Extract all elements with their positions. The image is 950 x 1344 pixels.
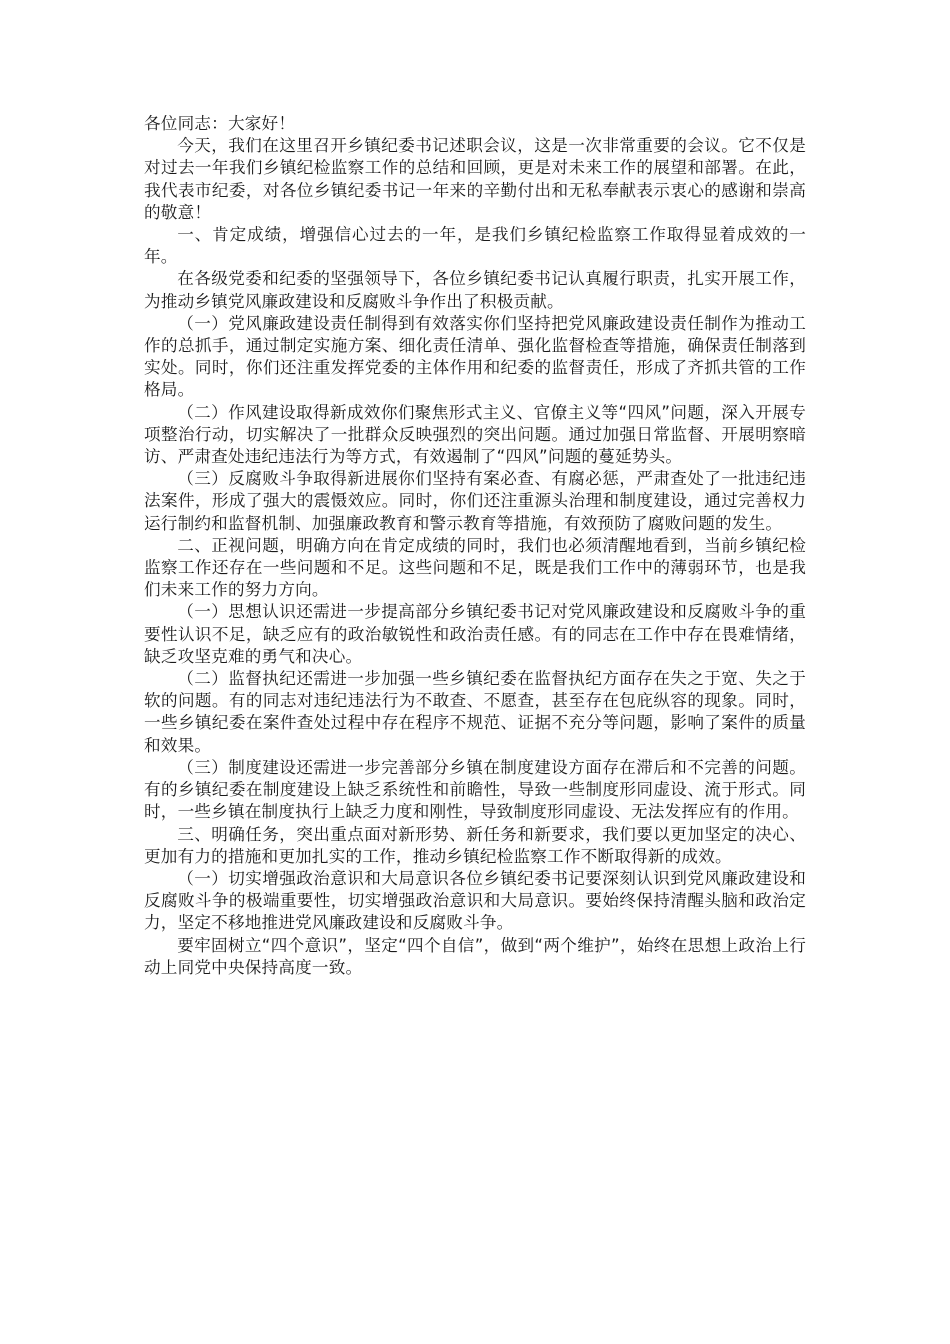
paragraph: 在各级党委和纪委的坚强领导下，各位乡镇纪委书记认真履行职责，扎实开展工作，为推动乡镇党风廉政建设和反腐败斗争作出了积极贡献。 (144, 269, 806, 311)
document-body (144, 113, 806, 979)
greeting: 各位同志：大家好！ (144, 114, 296, 133)
subsection-2-1: （一）思想认识还需进一步提高部分乡镇纪委书记对党风廉政建设和反腐败斗争的重要性认识不足，缺乏应有的政治敏锐性和政治责任感。有的同志在工作中存在畏难情绪，缺乏攻坚克难的勇气和决心。 (144, 602, 806, 666)
subsection-2-3: （三）制度建设还需进一步完善部分乡镇在制度建设方面存在滞后和不完善的问题。有的乡镇纪委在制度建设上缺乏系统性和前瞻性，导致一些制度形同虚设、流于形式。同时，一些乡镇在制度执行上缺乏力度和刚性，导致制度形同虚设、无法发挥应有的作用。 (144, 757, 806, 822)
section-heading-3: 三、明确任务，突出重点面对新形势、新任务和新要求，我们要以更加坚定的决心、更加有力的措施和更加扎实的工作，推动乡镇纪检监察工作不断取得新的成效。 (144, 824, 806, 866)
paragraph-closing: 要牢固树立“四个意识”，坚定“四个自信”，做到“两个维护”，始终在思想上政治上行动上同党中央保持高度一致。 (144, 935, 806, 977)
subsection-1-1: （一）党风廉政建设责任制得到有效落实你们坚持把党风廉政建设责任制作为推动工作的总抓手，通过制定实施方案、细化责任清单、强化监督检查等措施，确保责任制落到实处。同时，你们还注重发挥党委的主体作用和纪委的监督责任，形成了齐抓共管的工作格局。 (144, 313, 806, 400)
section-heading-2: 二、正视问题，明确方向在肯定成绩的同时，我们也必须清醒地看到，当前乡镇纪检监察工作还存在一些问题和不足。这些问题和不足，既是我们工作中的薄弱环节，也是我们未来工作的努力方向。 (144, 535, 806, 600)
subsection-2-2: （二）监督执纪还需进一步加强一些乡镇纪委在监督执纪方面存在失之于宽、失之于软的问题。有的同志对违纪违法行为不敢查、不愿查，甚至存在包庇纵容的现象。同时，一些乡镇纪委在案件查处过程中存在程序不规范、证据不充分等问题，影响了案件的质量和效果。 (144, 669, 806, 755)
subsection-3-1: （一）切实增强政治意识和大局意识各位乡镇纪委书记要深刻认识到党风廉政建设和反腐败斗争的极端重要性，切实增强政治意识和大局意识。要始终保持清醒头脑和政治定力，坚定不移地推进党风廉政建设和反腐败斗争。 (144, 868, 806, 933)
subsection-1-3: （三）反腐败斗争取得新进展你们坚持有案必查、有腐必惩，严肃查处了一批违纪违法案件，形成了强大的震慑效应。同时，你们还注重源头治理和制度建设，通过完善权力运行制约和监督机制、加强廉政教育和警示教育等措施，有效预防了腐败问题的发生。 (144, 469, 806, 533)
paragraph-intro: 今天，我们在这里召开乡镇纪委书记述职会议，这是一次非常重要的会议。它不仅是对过去一年我们乡镇纪检监察工作的总结和回顾，更是对未来工作的展望和部署。在此，我代表市纪委，对各位乡镇纪委书记一年来的辛勤付出和无私奉献表示衷心的感谢和崇高的敬意！ (144, 136, 806, 222)
subsection-1-2: （二）作风建设取得新成效你们聚焦形式主义、官僚主义等“四风”问题，深入开展专项整治行动，切实解决了一批群众反映强烈的突出问题。通过加强日常监督、开展明察暗访、严肃查处违纪违法行为等方式，有效遏制了“四风”问题的蔓延势头。 (144, 402, 806, 467)
section-heading-1: 一、肯定成绩，增强信心过去的一年，是我们乡镇纪检监察工作取得显着成效的一年。 (144, 225, 806, 267)
